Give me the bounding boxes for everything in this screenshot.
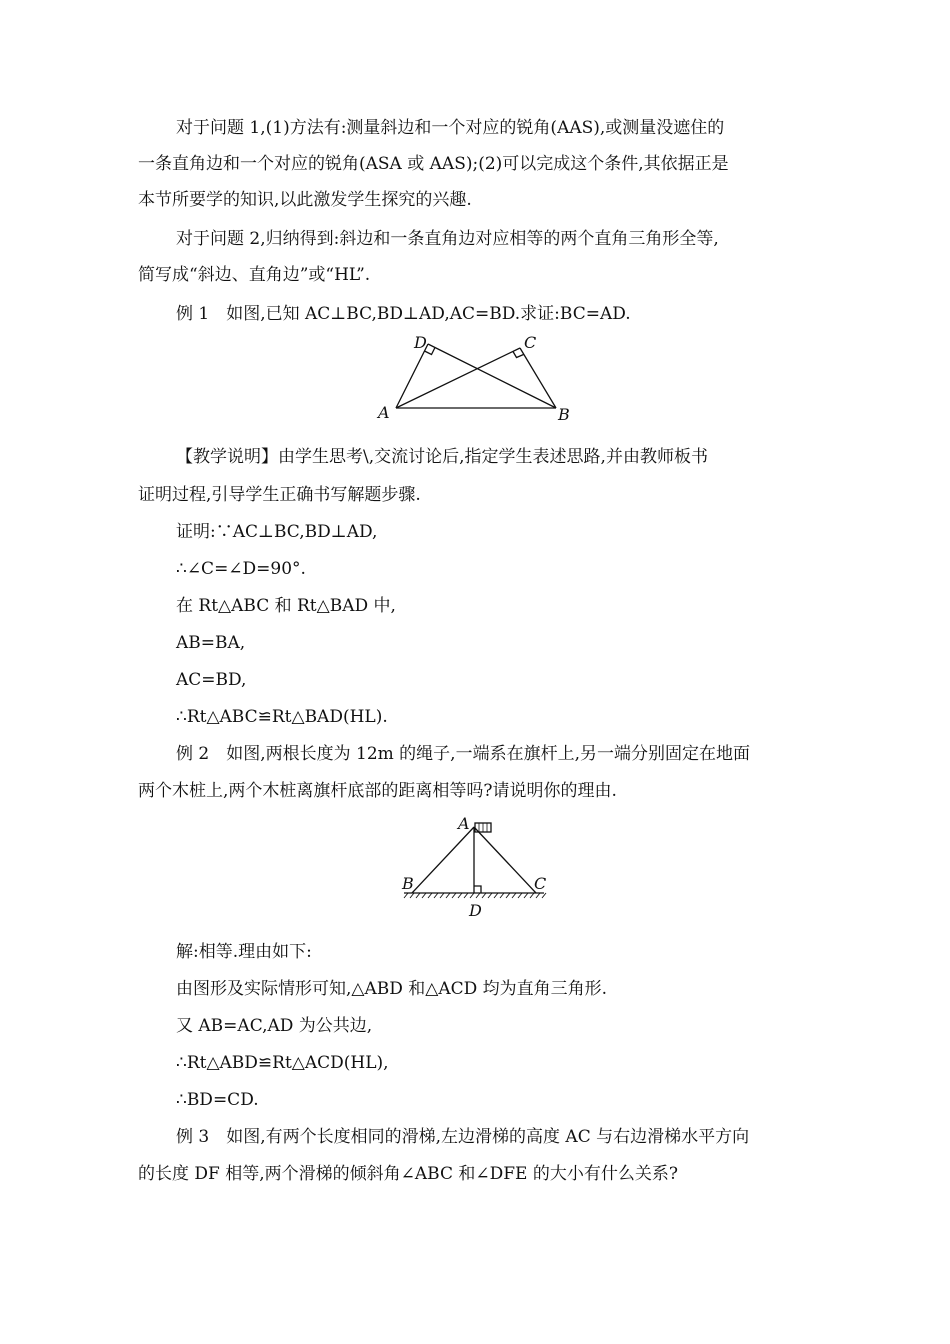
paragraph-problem2-line2: 简写成“斜边、直角边”或“HL”. bbox=[138, 265, 371, 285]
solution-line3: 又 AB=AC,AD 为公共边, bbox=[176, 1016, 373, 1036]
figure1-triangles bbox=[370, 332, 580, 426]
proof-line4: AB=BA, bbox=[176, 633, 246, 653]
paragraph-problem1-line2: 一条直角边和一个对应的锐角(ASA 或 AAS);(2)可以完成这个条件,其依据正是 bbox=[138, 154, 729, 174]
figure2-flagpole bbox=[396, 814, 556, 922]
label-a: A bbox=[458, 814, 470, 833]
example2-line1: 例 2 如图,两根长度为 12m 的绳子,一端系在旗杆上,另一端分别固定在地面 bbox=[176, 744, 750, 764]
proof-line1: 证明:∵AC⊥BC,BD⊥AD, bbox=[176, 522, 378, 542]
proof-line2: ∴∠C=∠D=90°. bbox=[176, 559, 306, 579]
rope-ac bbox=[474, 827, 536, 893]
paragraph-problem1-line3: 本节所要学的知识,以此激发学生探究的兴趣. bbox=[138, 190, 472, 210]
label-d: D bbox=[414, 333, 427, 352]
ground-hatching bbox=[404, 893, 546, 898]
teaching-note-line1: 【教学说明】由学生思考\,交流讨论后,指定学生表述思路,并由教师板书 bbox=[176, 447, 708, 467]
segment-ac bbox=[396, 348, 520, 408]
segment-ad bbox=[396, 344, 428, 408]
proof-line6: ∴Rt△ABC≌Rt△BAD(HL). bbox=[176, 707, 388, 727]
example3-line2: 的长度 DF 相等,两个滑梯的倾斜角∠ABC 和∠DFE 的大小有什么关系? bbox=[138, 1164, 678, 1184]
example2-line2: 两个木桩上,两个木桩离旗杆底部的距离相等吗?请说明你的理由. bbox=[138, 781, 617, 801]
solution-line1: 解:相等.理由如下: bbox=[176, 942, 312, 962]
example3-line1: 例 3 如图,有两个长度相同的滑梯,左边滑梯的高度 AC 与右边滑梯水平方向 bbox=[176, 1127, 750, 1147]
proof-line5: AC=BD, bbox=[176, 670, 247, 690]
solution-line5: ∴BD=CD. bbox=[176, 1090, 259, 1110]
label-c: C bbox=[534, 874, 547, 893]
teaching-note-line2: 证明过程,引导学生正确书写解题步骤. bbox=[138, 485, 421, 505]
label-d: D bbox=[469, 901, 482, 920]
example1-statement: 例 1 如图,已知 AC⊥BC,BD⊥AD,AC=BD.求证:BC=AD. bbox=[176, 304, 631, 324]
solution-line4: ∴Rt△ABD≌Rt△ACD(HL), bbox=[176, 1053, 389, 1073]
rope-ab bbox=[412, 827, 474, 893]
flag-stripes bbox=[479, 823, 487, 832]
solution-line2: 由图形及实际情形可知,△ABD 和△ACD 均为直角三角形. bbox=[176, 979, 608, 999]
label-b: B bbox=[558, 405, 570, 424]
proof-line3: 在 Rt△ABC 和 Rt△BAD 中, bbox=[176, 596, 396, 616]
label-a: A bbox=[378, 403, 390, 422]
label-b: B bbox=[402, 874, 414, 893]
paragraph-problem2-line1: 对于问题 2,归纳得到:斜边和一条直角边对应相等的两个直角三角形全等, bbox=[176, 229, 719, 249]
label-c: C bbox=[524, 333, 537, 352]
paragraph-problem1-line1: 对于问题 1,(1)方法有:测量斜边和一个对应的锐角(AAS),或测量没遮住的 bbox=[176, 118, 725, 138]
right-angle-mark-d bbox=[474, 886, 481, 893]
